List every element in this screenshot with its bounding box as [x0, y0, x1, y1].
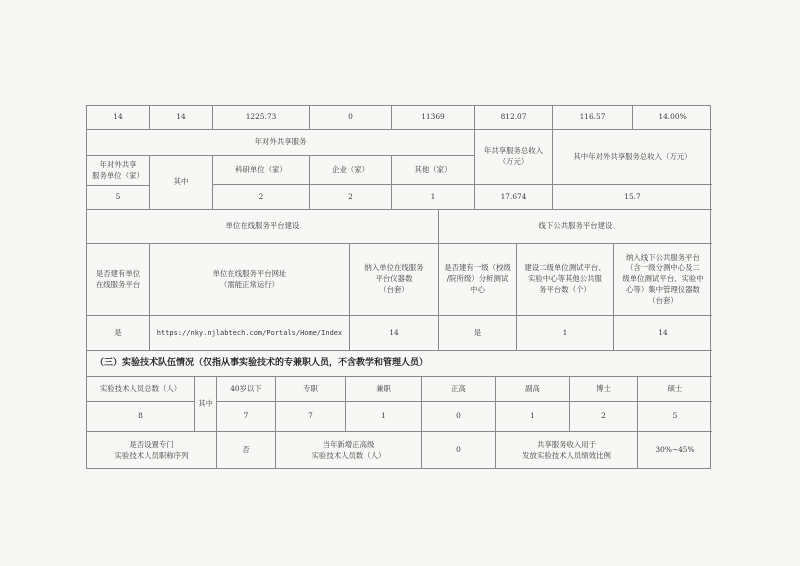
new-senior-value: 0 [422, 432, 496, 469]
team-among-label: 其中 [195, 377, 217, 432]
top-row-cell-7: 116.57 [553, 106, 633, 130]
top-row-cell-6: 812.07 [475, 106, 553, 130]
team-value-associate: 1 [496, 402, 570, 432]
online-has-platform-label: 是否建有单位 在线服务平台 [87, 244, 150, 316]
sharing-research-label: 科研单位（家） [213, 156, 310, 185]
sharing-enterprise-label: 企业（家） [310, 156, 392, 185]
sharing-income-value: 17.674 [475, 185, 553, 210]
sharing-income-label: 年共享服务总收入 （万元） [475, 130, 553, 185]
team-header-senior: 正高 [422, 377, 496, 402]
performance-ratio-value: 30%~45% [655, 445, 695, 455]
sharing-research-value: 2 [213, 185, 310, 210]
online-url-value: https://nky.njlabtech.com/Portals/Home/Index [150, 316, 350, 351]
team-header-associate: 副高 [496, 377, 570, 402]
sharing-enterprise-value: 2 [310, 185, 392, 210]
team-header-phd: 博士 [570, 377, 638, 402]
sharing-units-value: 5 [87, 186, 150, 210]
offline-instruments-label: 纳入线下公共服务平台 （含一级分测中心及二 级单位测试平台、实验中 心等）集中管理仪器数 （台套） [614, 244, 712, 316]
online-has-platform-value: 是 [87, 316, 150, 351]
top-row-cell-2: 14 [150, 106, 213, 130]
top-row-cell-3: 1225.73 [213, 106, 310, 130]
sharing-among-label: 其中 [150, 156, 213, 210]
offline-instruments-value: 14 [614, 316, 712, 351]
top-row-cell-8: 14.00% [633, 106, 712, 130]
performance-ratio-label: 共享服务收入用于 发放实验技术人员绩效比例 [496, 432, 638, 469]
sharing-external-income-label: 其中年对外共享服务总收入（万元） [553, 130, 712, 185]
team-value-parttime: 1 [346, 402, 422, 432]
title-series-label: 是否设置专门 实验技术人员职称序列 [87, 432, 217, 469]
team-value-master: 5 [638, 402, 712, 432]
offline-has-center-value: 是 [439, 316, 517, 351]
sharing-other-value: 1 [392, 185, 475, 210]
top-row-cell-4: 0 [310, 106, 392, 130]
sharing-other-label: 其他（家） [392, 156, 475, 185]
team-section-title: （三）实验技术队伍情况（仅指从事实验技术的专兼职人员，不含教学和管理人员） [87, 351, 712, 377]
online-url-label: 单位在线服务平台网址 （需能正常运行） [150, 244, 350, 316]
new-senior-label: 当年新增正高级 实验技术人员数（人） [276, 432, 422, 469]
sharing-external-income-value: 15.7 [553, 185, 712, 210]
title-series-value: 否 [217, 432, 276, 469]
team-header-under-40: 40岁以下 [217, 377, 276, 402]
online-instruments-label: 纳入单位在线服务 平台仪器数 （台套） [350, 244, 439, 316]
online-header: 单位在线服务平台建设 [87, 210, 439, 244]
form-table [86, 105, 711, 469]
sharing-header: 年对外共享服务 [87, 130, 475, 156]
team-value-under-40: 7 [217, 402, 276, 432]
sharing-units-label: 年对外共享 服务单位（家） [87, 156, 150, 186]
offline-secondary-value: 1 [517, 316, 614, 351]
top-row-cell-1: 14 [87, 106, 150, 130]
team-value-fulltime: 7 [276, 402, 346, 432]
offline-has-center-label: 是否建有一级（校级 /院所级）分析测试 中心 [439, 244, 517, 316]
team-header-parttime: 兼职 [346, 377, 422, 402]
team-total-value: 8 [87, 402, 195, 432]
online-instruments-value: 14 [350, 316, 439, 351]
top-row-cell-5: 11369 [392, 106, 475, 130]
team-header-master: 硕士 [638, 377, 712, 402]
team-total-label: 实验技术人员总数（人） [87, 377, 195, 402]
offline-header: 线下公共服务平台建设 [439, 210, 712, 244]
team-value-phd: 2 [570, 402, 638, 432]
offline-secondary-label: 建设二级单位测试平台、 实验中心等其他公共服 务平台数（个） [517, 244, 614, 316]
team-header-fulltime: 专职 [276, 377, 346, 402]
team-value-senior: 0 [422, 402, 496, 432]
